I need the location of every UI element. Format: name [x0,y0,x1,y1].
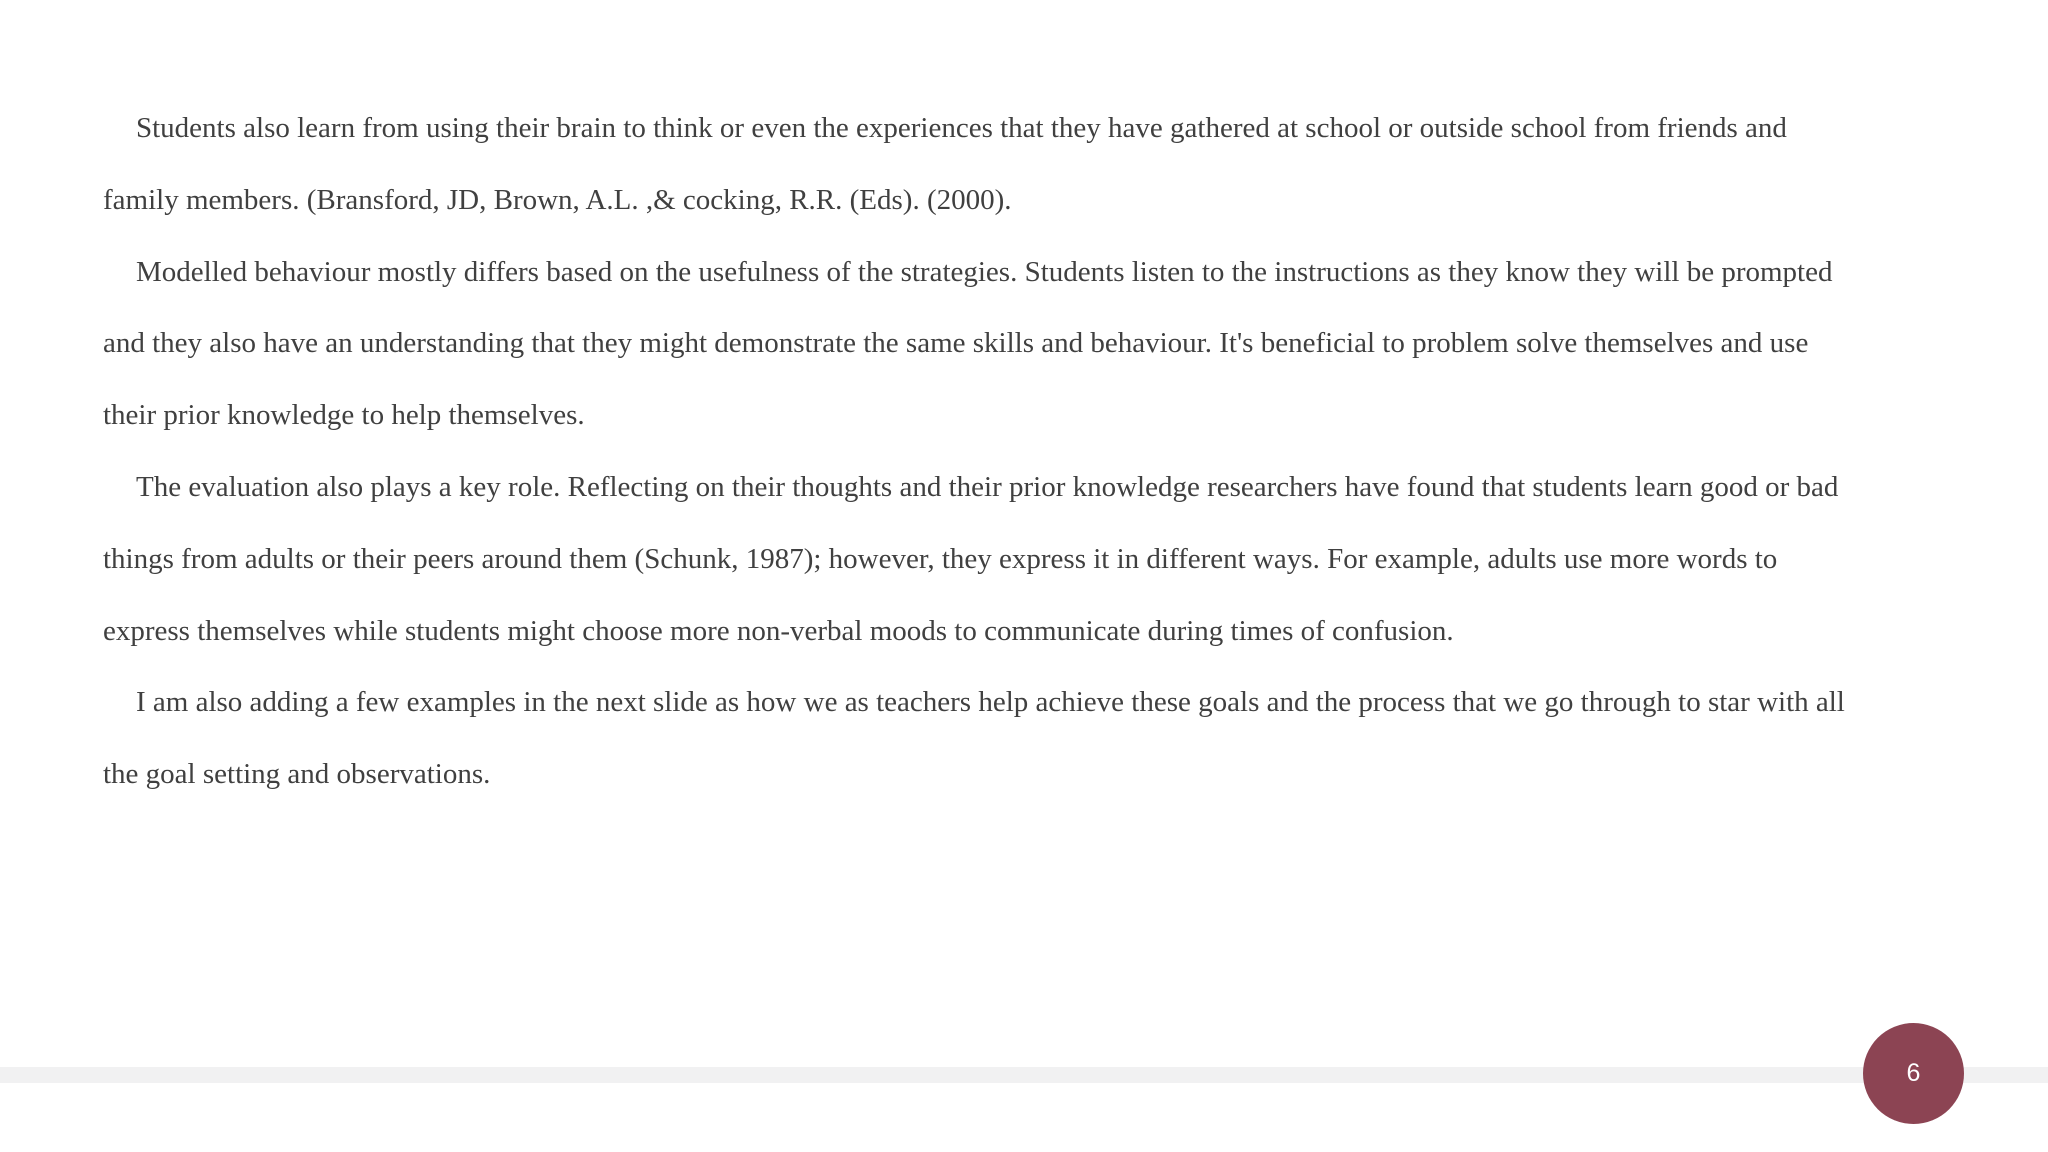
paragraph-line: things from adults or their peers around them (Schunk, 1987); however, they express it in different ways. For example, adults use more words to [103,542,1778,575]
footer-band [0,1067,2048,1083]
page-number: 6 [1906,1059,1921,1087]
footer-area [0,1083,2048,1152]
slide-body-text [103,93,2003,811]
paragraph-line: their prior knowledge to help themselves. [103,399,585,432]
paragraph-line: and they also have an understanding that they might demonstrate the same skills and behaviour. It's beneficial to problem solve themselves and use [103,327,1809,360]
paragraph-line: I am also adding a few examples in the next slide as how we as teachers help achieve these goals and the process that we go through to star with all [136,686,1845,719]
paragraph-line: express themselves while students might choose more non-verbal moods to communicate during times of confusion. [103,614,1454,647]
paragraph-4 [103,667,2003,811]
paragraph-3 [103,452,2003,667]
paragraph-line: Students also learn from using their brain to think or even the experiences that they have gathered at school or outside school from friends and [136,112,1787,144]
paragraph-line: the goal setting and observations. [103,758,491,791]
paragraph-line: The evaluation also plays a key role. Reflecting on their thoughts and their prior knowledge researchers have found that students learn good or bad [136,470,1839,503]
paragraph-2 [103,237,2003,452]
page-number-badge [1863,1023,1964,1124]
paragraph-line: family members. (Bransford, JD, Brown, A.L. ,& cocking, R.R. (Eds). (2000). [103,183,1012,216]
paragraph-1 [103,93,2003,237]
paragraph-line: Modelled behaviour mostly differs based on the usefulness of the strategies. Students listen to the instructions as they know they will be prompted [136,255,1833,288]
